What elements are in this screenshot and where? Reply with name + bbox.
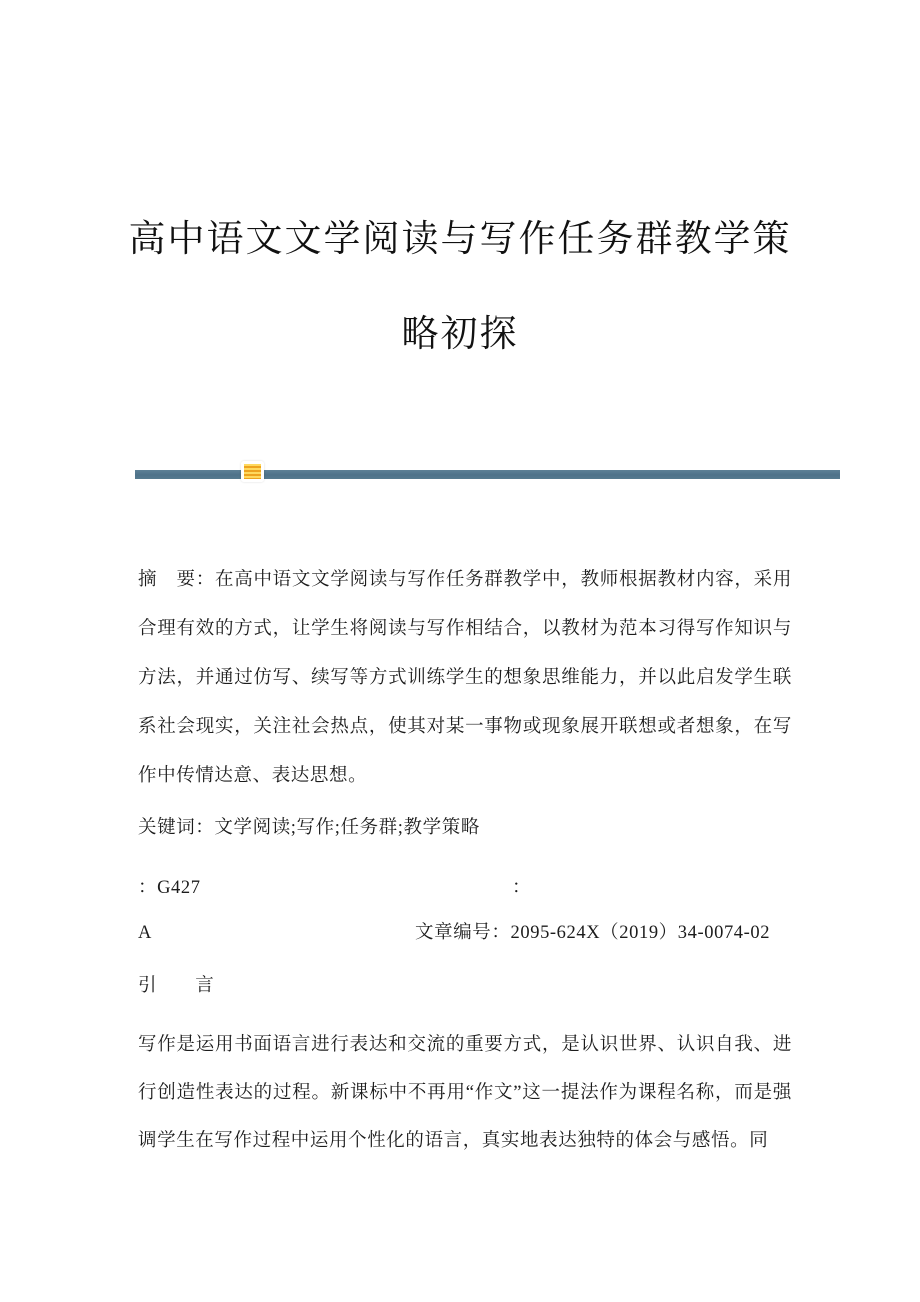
intro-heading: 引 言 bbox=[138, 976, 215, 996]
article-number-value: 2095-624X（2019）34-0074-02 bbox=[510, 923, 771, 943]
article-number-group bbox=[415, 909, 770, 958]
page-title-line-2: 略初探 bbox=[401, 314, 519, 355]
document-code-value: A bbox=[138, 923, 152, 943]
abstract-label: 摘 要： bbox=[138, 570, 215, 590]
book-icon bbox=[241, 461, 264, 482]
keywords-label: 关键词： bbox=[138, 818, 215, 838]
keywords-text: 文学阅读;写作;任务群;教学策略 bbox=[214, 818, 480, 838]
body-paragraph: 写作是运用书面语言进行表达和交流的重要方式，是认识世界、认识自我、进行创造性表达的过程。新课标中不再用“作文”这一提法作为课程名称，而是强调学生在写作过程中运用个性化的语言，真实地表达独特的体会与感悟。同 bbox=[138, 1035, 792, 1151]
keywords-line bbox=[138, 804, 792, 853]
clc-number-value: ：G427 bbox=[138, 878, 201, 898]
document-code-colon: ： bbox=[512, 878, 532, 898]
abstract-text: 在高中语文文学阅读与写作任务群教学中，教师根据教材内容，采用合理有效的方式，让学生将阅读与写作相结合，以教材为范本习得写作知识与方法，并通过仿写、续写等方式训练学生的想象思维能力，并以此启发学生联系社会现实，关注社会热点，使其对某一事物或现象展开联想或者想象，在写作中传情达意、表达思想。 bbox=[138, 570, 792, 786]
article-number-line bbox=[138, 909, 792, 958]
clc-number-line bbox=[138, 864, 792, 913]
article-number-label: 文章编号： bbox=[415, 923, 511, 943]
abstract-paragraph bbox=[138, 556, 792, 801]
page-title-line-1: 高中语文文学阅读与写作任务群教学策 bbox=[128, 219, 792, 260]
page-title bbox=[60, 192, 860, 382]
